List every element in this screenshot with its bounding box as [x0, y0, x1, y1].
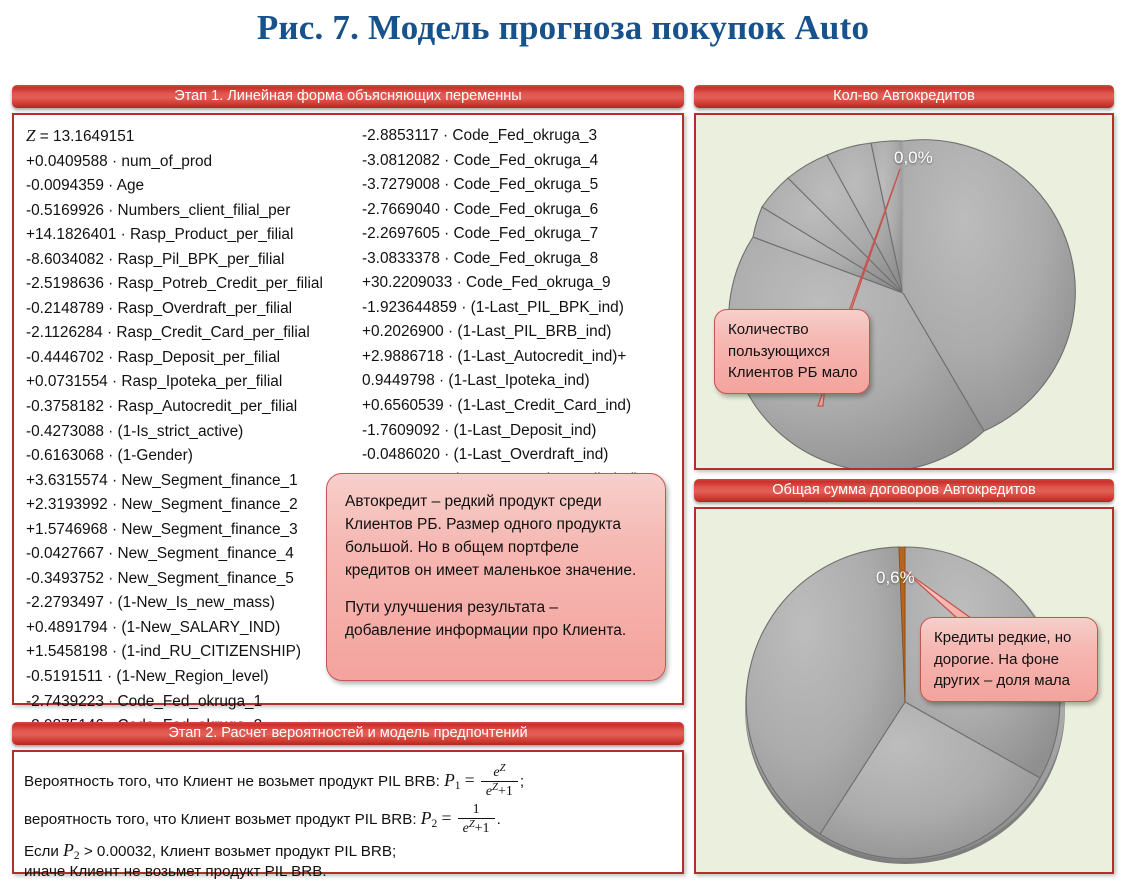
pie-chart-autocredit-count	[696, 115, 1112, 468]
formula-line: Z = 13.1649151	[26, 126, 135, 145]
equals-sign-1: =	[464, 770, 475, 791]
stage2-caption-label: Этап 2. Расчет вероятностей и модель предпочтений	[168, 725, 528, 741]
stage2-panel	[12, 750, 684, 880]
formula-line: -2.7669040 · Code_Fed_okruga_6	[362, 200, 599, 218]
stage1-note-paragraph-2: Пути улучшения результата – добавление информации про Клиента.	[345, 599, 627, 639]
formula-line: -2.5198636 · Rasp_Potreb_Credit_per_filial	[26, 275, 323, 293]
p1-fraction	[481, 763, 518, 799]
stage1-note-paragraph-1: Автокредит – редкий продукт среди Клиентов РБ. Размер одного продукта большой. Но в общем портфеле кредитов он имеет маленькое значение.	[345, 493, 637, 579]
formula-line: -0.0486020 · (1-Last_Overdraft_ind)	[362, 446, 609, 464]
p1-symbol: P	[444, 770, 455, 791]
formula-line: -8.6034082 · Rasp_Pil_BPK_per_filial	[26, 250, 285, 268]
pie-chart-autocredit-sum	[696, 509, 1112, 872]
chart-bottom-caption-label: Общая сумма договоров Автокредитов	[772, 482, 1036, 498]
stage1-caption-bar	[12, 85, 684, 108]
formula-line: -0.3758182 · Rasp_Autocredit_per_filial	[26, 398, 298, 416]
pie-top-annotation-callout	[714, 309, 870, 394]
pie-top-data-label: 0,0%	[894, 148, 933, 167]
pie-bottom-annotation-line-1: Кредиты редкие, но	[934, 629, 1072, 646]
formula-line: -0.4273088 · (1-Is_strict_active)	[26, 422, 244, 440]
decision-rule-condition: > 0.00032, Клиент возьмет продукт PIL BRB;	[83, 843, 397, 860]
formula-line: -3.7279008 · Code_Fed_okruga_5	[362, 176, 599, 194]
formula-line: +0.0731554 · Rasp_Ipoteka_per_filial	[26, 373, 283, 391]
formula-line: -2.7439223 · Code_Fed_okruga_1	[26, 692, 263, 710]
formula-line: +1.5458198 · (1-ind_RU_CITIZENSHIP)	[26, 643, 302, 661]
formula-line: -0.4446702 · Rasp_Deposit_per_filial	[26, 348, 281, 366]
formula-line: -0.6163068 · (1-Gender)	[26, 447, 193, 465]
formula-line: +0.0409588 · num_of_prod	[26, 152, 213, 170]
probability-line-2-text: вероятность того, что Клиент возьмет продукт PIL BRB:	[24, 811, 417, 829]
pie-bottom-annotation-line-3: других – доля мала	[934, 672, 1071, 689]
formula-line: -2.2697605 · Code_Fed_okruga_7	[362, 225, 599, 243]
chart-bottom-panel	[694, 507, 1114, 874]
formula-line: -0.5169926 · Numbers_client_filial_per	[26, 201, 291, 219]
p1-tail: ;	[519, 773, 525, 791]
formula-line: +2.3193992 · New_Segment_finance_2	[26, 496, 298, 514]
formula-line: +30.2209033 · Code_Fed_okruga_9	[362, 274, 611, 292]
formula-right-column	[362, 124, 639, 492]
stage1-caption-label: Этап 1. Линейная форма объясняющих переменны	[174, 88, 522, 104]
pie-bottom-annotation-line-2: дорогие. На фоне	[934, 650, 1059, 668]
pie-bottom-annotation-callout	[920, 617, 1098, 702]
p2-symbol: P	[420, 808, 432, 829]
chart-top-caption-label: Кол-во Автокредитов	[833, 88, 975, 104]
formula-line: -3.0812082 · Code_Fed_okruga_4	[362, 151, 599, 169]
stage1-note-callout	[326, 473, 666, 681]
chart-top-panel	[694, 113, 1114, 470]
decision-rule-else: иначе Клиент не возьмет продукт PIL BRB.	[24, 863, 327, 880]
formula-line: -3.0833378 · Code_Fed_okruga_8	[362, 249, 599, 267]
stage2-formula-block	[14, 752, 686, 880]
equals-sign-2: =	[441, 808, 452, 829]
chart-top-caption-bar	[694, 85, 1114, 108]
formula-line: -1.7609092 · (1-Last_Deposit_ind)	[362, 421, 597, 439]
formula-line: -0.5191511 · (1-New_Region_level)	[26, 668, 269, 686]
p2-symbol-rule: P	[63, 840, 74, 860]
probability-line-1-text: Вероятность того, что Клиент не возьмет продукт PIL BRB:	[24, 773, 440, 791]
p1-denominator: $e^Z+1$	[481, 781, 518, 800]
probability-line-2	[24, 803, 501, 837]
stage1-panel	[12, 113, 684, 710]
p2-denominator: $e^Z+1$	[458, 818, 495, 837]
formula-line: -0.0427667 · New_Segment_finance_4	[26, 545, 294, 563]
formula-line: +0.2026900 · (1-Last_PIL_BRB_ind)	[362, 323, 612, 341]
formula-line: -2.1126284 · Rasp_Credit_Card_per_filial	[26, 324, 310, 342]
formula-line: +3.6315574 · New_Segment_finance_1	[26, 471, 298, 489]
pie-top-annotation-line-3: Клиентов РБ мало	[728, 364, 858, 381]
formula-line: +14.1826401 · Rasp_Product_per_filial	[26, 226, 294, 244]
formula-line: -0.0094359 · Age	[26, 177, 145, 195]
decision-rule-if: Если	[24, 843, 59, 860]
p1-subscript: 1	[454, 780, 461, 793]
formula-line: -2.2793497 · (1-New_Is_new_mass)	[26, 594, 275, 612]
pie-top-annotation-line-2: пользующихся	[728, 342, 830, 360]
formula-line: +0.6560539 · (1-Last_Credit_Card_ind)	[362, 397, 632, 415]
pie-top-annotation-line-1: Количество	[728, 321, 809, 338]
formula-line: +0.4891794 · (1-New_SALARY_IND)	[26, 618, 281, 636]
formula-line: 0.9449798 · (1-Last_Ipoteka_ind)	[362, 372, 590, 390]
p2-numerator: 1	[472, 802, 480, 817]
formula-line: +2.9886718 · (1-Last_Autocredit_ind)+	[362, 347, 627, 365]
p1-numerator: $e^Z$	[493, 763, 506, 780]
formula-line: -0.2148789 · Rasp_Overdraft_per_filial	[26, 299, 293, 317]
p2-subscript: 2	[431, 818, 438, 831]
chart-bottom-caption-bar	[694, 479, 1114, 502]
stage2-caption-bar	[12, 722, 684, 745]
formula-left-column	[26, 124, 323, 739]
formula-line: -1.923644859 · (1-Last_PIL_BPK_ind)	[362, 298, 624, 316]
formula-line: +1.5746968 · New_Segment_finance_3	[26, 520, 298, 538]
p2-tail: .	[496, 811, 501, 829]
probability-line-1	[24, 764, 524, 800]
page-title: Рис. 7. Модель прогноза покупок Auto	[256, 8, 870, 47]
formula-line: -0.3493752 · New_Segment_finance_5	[26, 569, 294, 587]
formula-line: -2.8853117 · Code_Fed_okruga_3	[362, 127, 598, 144]
pie-bottom-data-label: 0,6%	[876, 568, 915, 587]
p2-subscript-rule: 2	[73, 850, 80, 862]
p2-fraction	[458, 802, 495, 836]
